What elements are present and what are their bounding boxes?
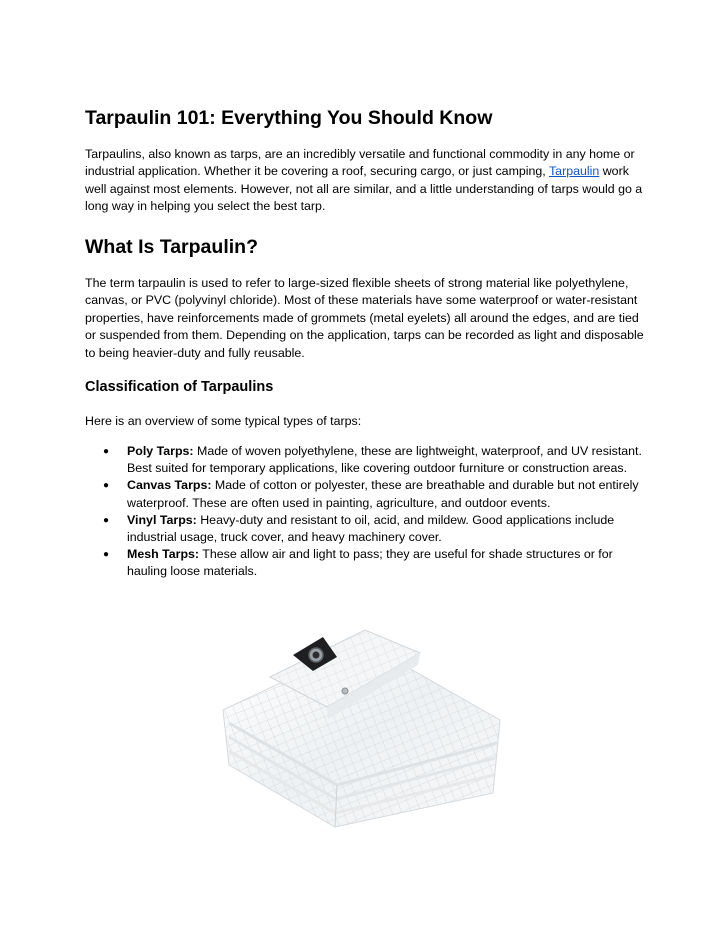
tarp-type-description: Heavy-duty and resistant to oil, acid, and mildew. Good applications include industrial usage, truck cover, and heavy machinery cover. — [127, 512, 615, 545]
tarp-type-description: Made of woven polyethylene, these are lightweight, waterproof, and UV resistant. Best suited for temporary applications, like covering outdoor furniture or construction areas. — [127, 444, 642, 476]
overview-paragraph: Here is an overview of some typical types of tarps: — [85, 414, 362, 428]
tarp-type-name: Vinyl Tarps: — [127, 512, 197, 527]
intro-text-after-link: work well against most elements. However, not all are similar, and a little understanding of tarps would go a long way in helping you select the best tarp. — [85, 164, 643, 214]
tarp-type-description: Made of cotton or polyester, these are breathable and durable but not entirely waterproof. These are often used in painting, agriculture, and outdoor events. — [127, 478, 639, 510]
bullet-icon: ● — [103, 549, 110, 561]
tarp-type-name: Canvas Tarps: — [127, 478, 212, 493]
tarp-type-name: Poly Tarps: — [127, 444, 194, 458]
section-heading: What Is Tarpaulin? — [85, 236, 258, 258]
intro-text-before-link: Tarpaulins, also known as tarps, are an incredibly versatile and functional commodity in any home or industrial application. Whether it be covering a roof, securing cargo, or just camping, — [85, 147, 635, 179]
tarp-type-description: These allow air and light to pass; they are useful for shade structures or for hauling loose materials. — [127, 547, 613, 579]
list-item — [85, 477, 645, 511]
list-item — [85, 546, 645, 580]
tarpaulin-link[interactable]: Tarpaulin — [548, 164, 600, 179]
intro-paragraph — [85, 146, 645, 216]
bullet-icon: ● — [103, 514, 110, 526]
tarp-types-list — [85, 443, 645, 581]
bullet-icon: ● — [103, 446, 110, 457]
classification-subheading: Classification of Tarpaulins — [85, 379, 274, 395]
article-title: Tarpaulin 101: Everything You Should Know — [85, 107, 493, 129]
list-item — [85, 443, 645, 477]
bullet-icon: ● — [103, 480, 110, 492]
tarpaulin-image — [215, 615, 505, 830]
list-item — [85, 512, 645, 546]
tarp-type-name: Mesh Tarps: — [127, 547, 200, 562]
section-paragraph: The term tarpaulin is used to refer to large-sized flexible sheets of strong material like polyethylene, canvas, or PVC (polyvinyl chloride). Most of these materials have some waterproof or water-resistant properties, have reinforcements made of grommets (metal eyelets) all around the edges, and are tied or suspended from them. Depending on the application, tarps can be recorded as light and disposable to being heavier-duty and fully reusable. — [85, 276, 644, 360]
